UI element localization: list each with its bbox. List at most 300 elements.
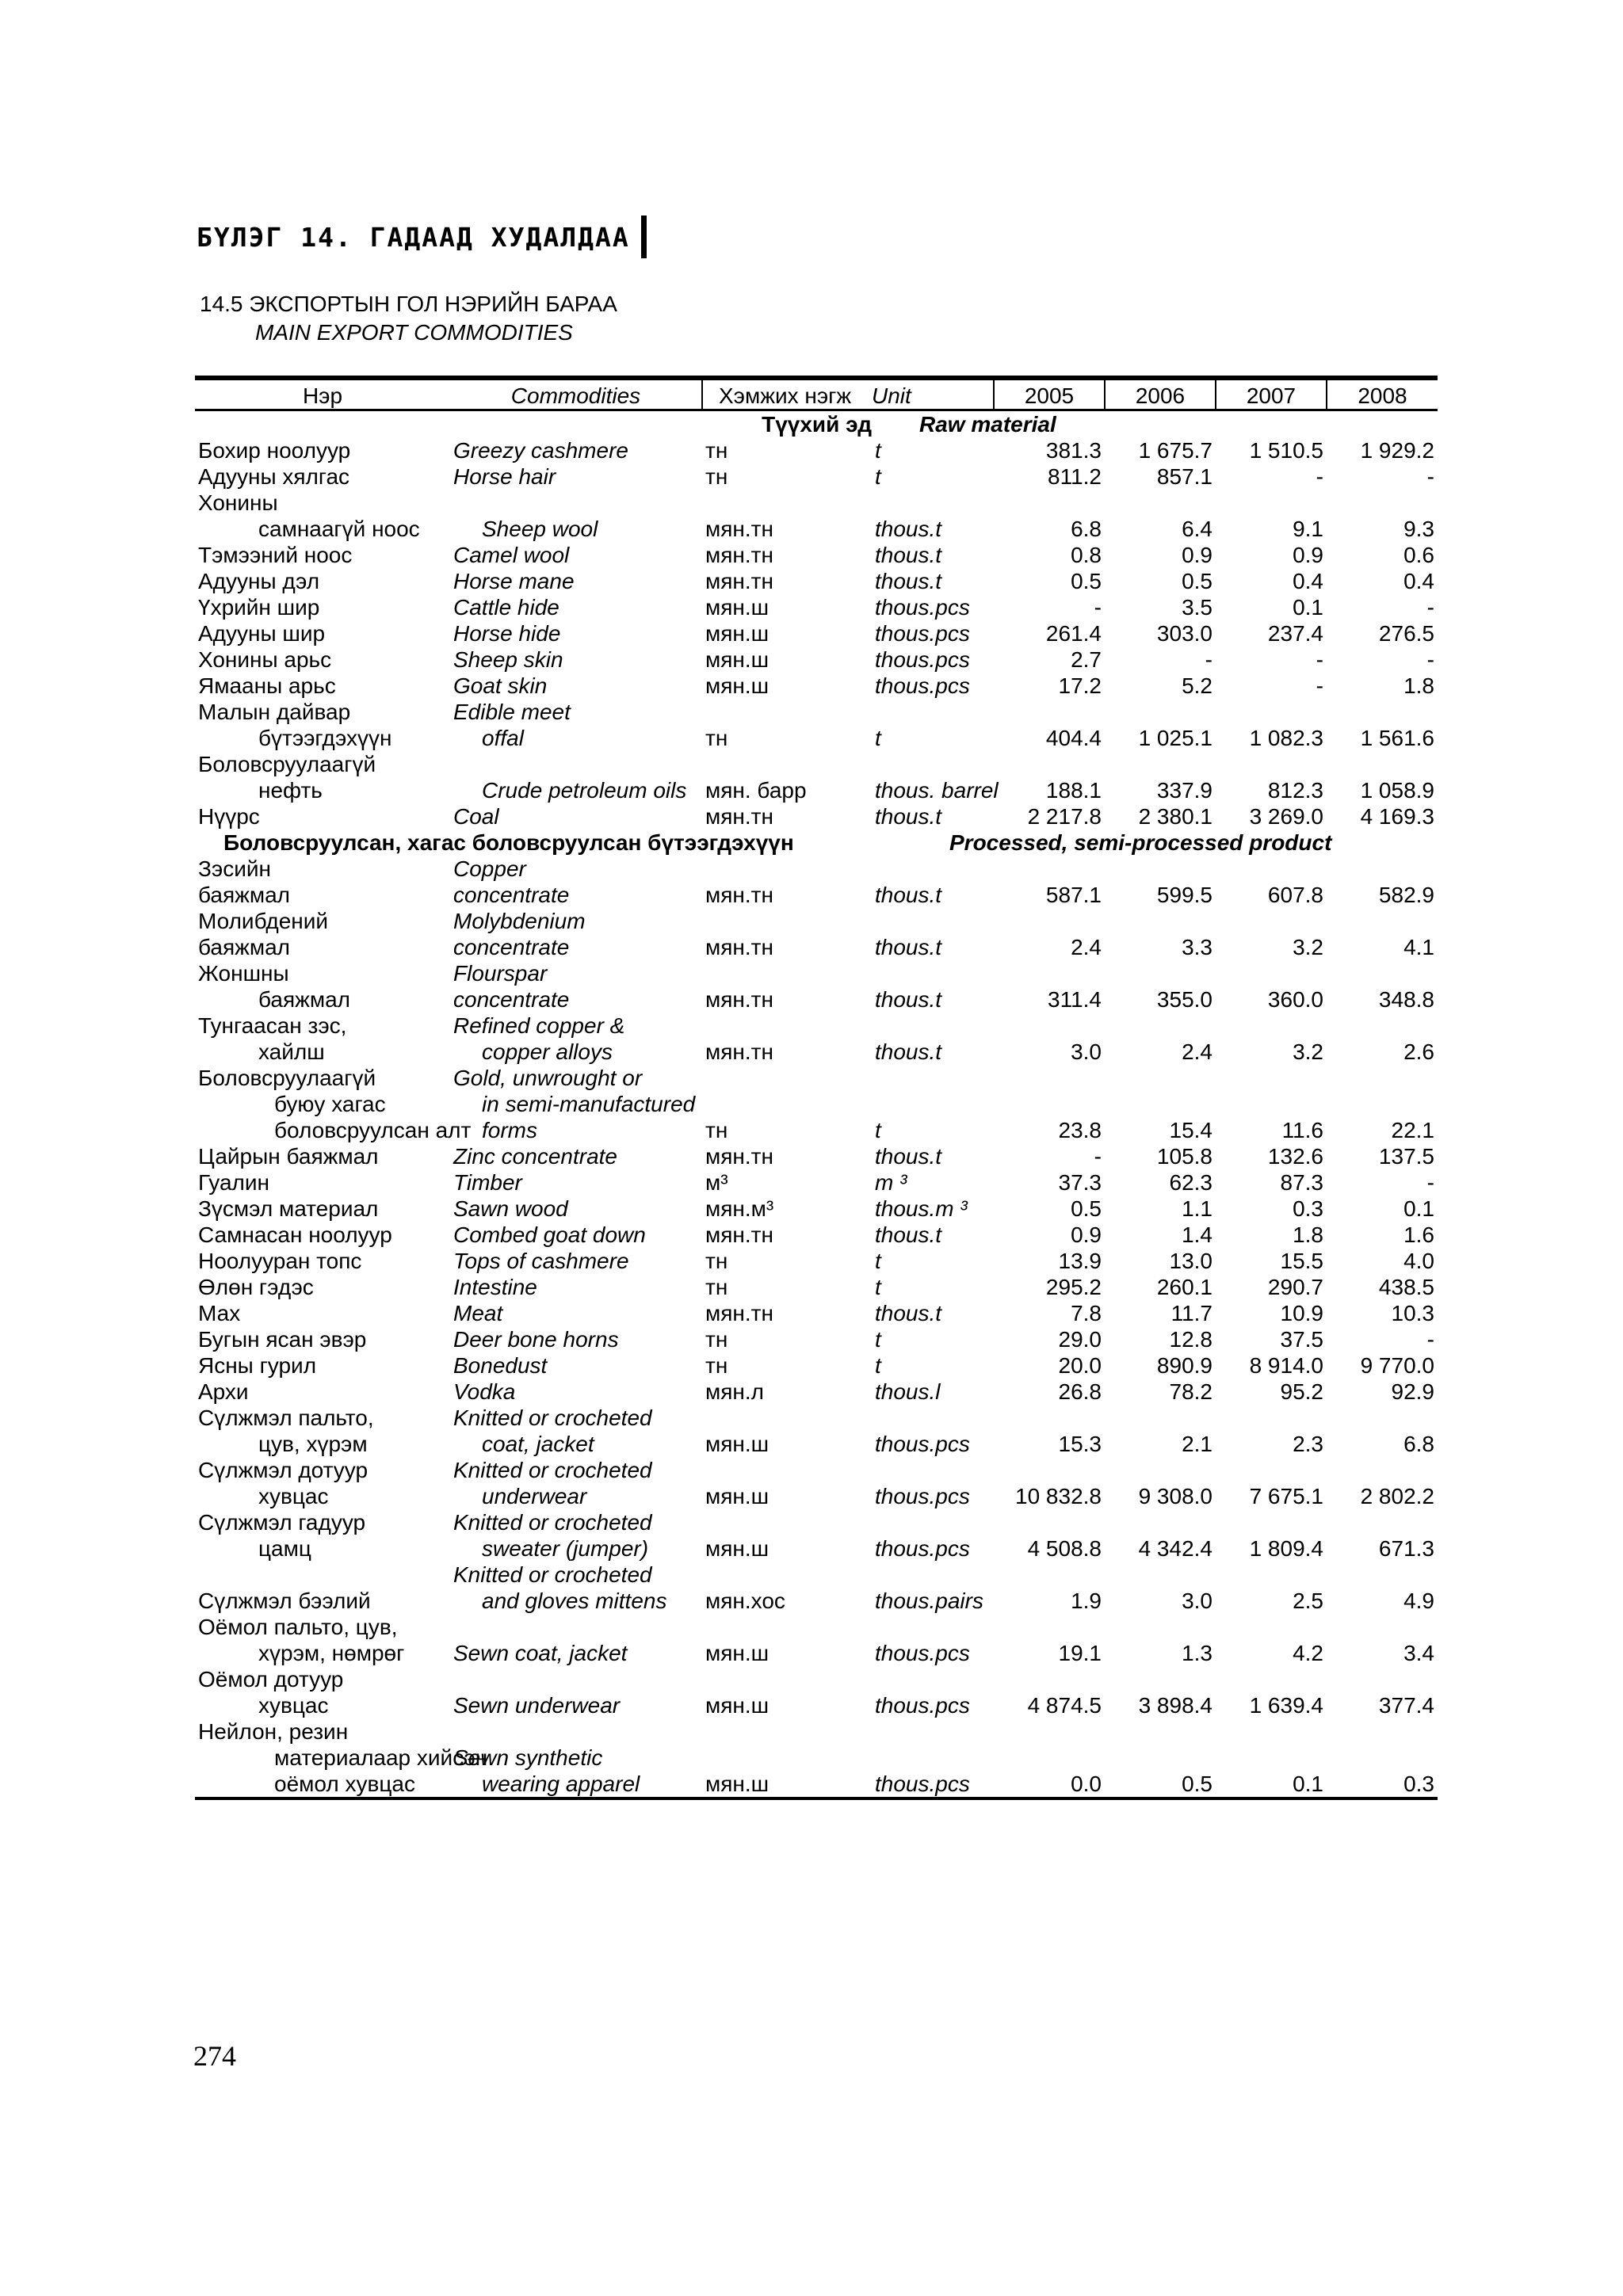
cell-value-2008: 582.9 [1378, 883, 1434, 907]
cell-value-2007 [1216, 1457, 1327, 1483]
table-row [195, 1640, 1438, 1666]
cell-value-2006 [1105, 960, 1216, 986]
cell-commodity-en: Gold, unwrought or [453, 1066, 643, 1090]
table-row [195, 646, 1438, 673]
cell-commodity-en: Sewn underwear [453, 1693, 621, 1718]
cell-value-2006 [1105, 856, 1216, 882]
cell-unit-mn: мян.тн [705, 1144, 773, 1169]
cell-unit-en [872, 1457, 994, 1483]
col-header-unit-mn: Хэмжих нэгж [702, 378, 872, 410]
cell-value-2008: 2.6 [1403, 1039, 1434, 1064]
table-row [195, 1091, 1438, 1117]
cell-value-2005: - [1094, 595, 1102, 620]
cell-value-2008 [1327, 1065, 1438, 1091]
table-row [195, 856, 1438, 882]
cell-unit-en [872, 1666, 994, 1692]
export-commodities-table-wrap [195, 376, 1438, 1800]
cell-unit-en [872, 1509, 994, 1535]
section-processed-product [195, 830, 1438, 856]
cell-unit-en: thous.pcs [875, 1536, 970, 1561]
cell-value-2008 [1327, 1666, 1438, 1692]
col-header-year: 2006 [1105, 378, 1216, 410]
cell-commodity-mn: Хонины [198, 490, 278, 515]
table-row [195, 934, 1438, 960]
cell-value-2007 [1216, 1405, 1327, 1431]
cell-value-2005: 23.8 [1058, 1118, 1102, 1142]
table-row [195, 568, 1438, 594]
cell-commodity-mn: Ноолууран топс [198, 1249, 362, 1273]
cell-value-2005: 587.1 [1045, 883, 1102, 907]
cell-unit-en: thous.t [875, 804, 942, 829]
cell-value-2007 [1216, 751, 1327, 777]
cell-unit-mn: мян.тн [705, 543, 773, 567]
cell-value-2006: 1.4 [1182, 1222, 1212, 1247]
table-body [195, 410, 1438, 1799]
cell-unit-mn [702, 490, 872, 516]
cell-value-2005: 0.0 [994, 1771, 1105, 1798]
cell-value-2008: - [1426, 1170, 1434, 1195]
cell-commodity-en: Knitted or crocheted [453, 1562, 652, 1587]
table-row [195, 437, 1438, 463]
cell-value-2005: 0.9 [1071, 1222, 1102, 1247]
cell-value-2006: 0.5 [1182, 569, 1212, 593]
cell-commodity-en: Flourspar [453, 961, 548, 986]
cell-value-2005 [994, 751, 1105, 777]
cell-unit-mn [702, 699, 872, 725]
cell-unit-en: thous.pcs [875, 1432, 970, 1456]
cell-unit-mn: тн [705, 1249, 728, 1273]
cell-commodity-en: Cattle hide [453, 595, 559, 620]
cell-value-2008 [1327, 1614, 1438, 1640]
cell-value-2007: 1 082.3 [1249, 726, 1323, 750]
table-row [195, 1248, 1438, 1274]
cell-commodity-en [450, 490, 702, 516]
cell-value-2006: 9 308.0 [1138, 1484, 1212, 1508]
cell-value-2006: 0.5 [1105, 1771, 1216, 1798]
cell-value-2006: 2.1 [1182, 1432, 1212, 1456]
cell-unit-en: thous. barrel [875, 778, 999, 803]
cell-unit-mn: мян.тн [705, 804, 773, 829]
cell-commodity-mn: Архи [198, 1379, 249, 1404]
cell-value-2007: 607.8 [1267, 883, 1323, 907]
cell-unit-en: thous.l [875, 1379, 941, 1404]
cell-value-2006: - [1205, 647, 1212, 672]
cell-value-2007 [1216, 908, 1327, 934]
cell-commodity-en: Combed goat down [453, 1222, 646, 1247]
table-row [195, 1588, 1438, 1614]
cell-unit-mn: мян.тн [705, 1222, 773, 1247]
cell-unit-mn [702, 960, 872, 986]
cell-unit-mn: мян.ш [705, 595, 769, 620]
cell-unit-mn: мян.хос [705, 1589, 785, 1613]
cell-unit-en: t [875, 464, 881, 489]
cell-value-2005 [994, 1562, 1105, 1588]
cell-value-2005: 19.1 [1058, 1641, 1102, 1665]
cell-value-2008: 92.9 [1391, 1379, 1434, 1404]
cell-value-2007: 2.5 [1293, 1589, 1323, 1613]
cell-unit-en [872, 1091, 994, 1117]
table-row [195, 1692, 1438, 1718]
col-header-year: 2008 [1327, 378, 1438, 410]
cell-value-2006 [1105, 1457, 1216, 1483]
table-row [195, 1509, 1438, 1535]
cell-unit-en: thous.t [875, 1039, 942, 1064]
cell-commodity-mn: Тэмээний ноос [198, 543, 353, 567]
cell-unit-en: t [875, 726, 881, 750]
cell-unit-en: thous.t [875, 569, 942, 593]
table-row [195, 542, 1438, 568]
cell-commodity-mn: баяжмал [198, 883, 291, 907]
cell-value-2005: - [1094, 1144, 1102, 1169]
cell-commodity-en: offal [482, 726, 524, 750]
cell-commodity-mn: боловсруулсан алт [274, 1118, 472, 1142]
cell-unit-mn: мян.ш [705, 647, 769, 672]
cell-unit-en [872, 490, 994, 516]
cell-value-2008: - [1426, 464, 1434, 489]
cell-commodity-en: underwear [482, 1484, 587, 1508]
cell-value-2005: 29.0 [1058, 1327, 1102, 1352]
cell-value-2005: 0.8 [1071, 543, 1102, 567]
cell-unit-en [872, 1614, 994, 1640]
cell-commodity-mn: Адууны дэл [198, 569, 320, 593]
table-row [195, 1562, 1438, 1588]
cell-unit-en [872, 1718, 994, 1745]
cell-commodity-en: Horse mane [453, 569, 575, 593]
cell-value-2008: - [1426, 647, 1434, 672]
cell-commodity-mn: оёмол хувцас [195, 1771, 450, 1798]
section-title-mn: Түүхий эд [762, 412, 872, 437]
cell-value-2008 [1327, 1457, 1438, 1483]
table-row [195, 1535, 1438, 1562]
cell-value-2005 [994, 1718, 1105, 1745]
cell-commodity-mn: Бугын ясан эвэр [198, 1327, 367, 1352]
cell-value-2006: 260.1 [1156, 1275, 1212, 1299]
cell-value-2007: 0.1 [1216, 1771, 1327, 1798]
cell-commodity-en: forms [482, 1118, 537, 1142]
cell-value-2005 [994, 1405, 1105, 1431]
cell-value-2007: 1 510.5 [1249, 438, 1323, 463]
cell-value-2006 [1105, 908, 1216, 934]
cell-value-2008: 4 169.3 [1360, 804, 1434, 829]
table-row [195, 1065, 1438, 1091]
cell-value-2008 [1327, 1013, 1438, 1039]
cell-value-2007 [1216, 856, 1327, 882]
cell-value-2006: 13.0 [1169, 1249, 1212, 1273]
cell-value-2005: 311.4 [1048, 987, 1102, 1012]
cell-value-2008 [1327, 908, 1438, 934]
cell-value-2006 [1105, 1065, 1216, 1091]
cell-unit-mn: мян. барр [705, 778, 807, 803]
cell-unit-mn [702, 1091, 872, 1117]
page-number: 274 [193, 2040, 236, 2072]
table-row [195, 594, 1438, 620]
cell-value-2006 [1105, 699, 1216, 725]
cell-value-2005: 1.9 [1071, 1589, 1102, 1613]
cell-value-2007: 360.0 [1267, 987, 1323, 1012]
cell-value-2005: 4 508.8 [1027, 1536, 1102, 1561]
cell-value-2007: 1 639.4 [1249, 1693, 1323, 1718]
cell-commodity-mn: бүтээгдэхүүн [258, 726, 392, 750]
cell-commodity-en: copper alloys [482, 1039, 613, 1064]
cell-value-2005: 811.2 [1048, 464, 1102, 489]
cell-commodity-en: Sewn synthetic [453, 1745, 603, 1770]
cell-unit-mn [702, 1614, 872, 1640]
cell-unit-mn [702, 856, 872, 882]
table-header-row [195, 378, 1438, 410]
cell-value-2006: 3 898.4 [1138, 1693, 1212, 1718]
cell-value-2005 [994, 908, 1105, 934]
cell-unit-en [872, 1013, 994, 1039]
cell-unit-mn [702, 1013, 872, 1039]
cell-value-2006: 12.8 [1169, 1327, 1212, 1352]
cell-value-2006: 303.0 [1156, 621, 1212, 646]
cell-commodity-mn: хүрэм, нөмрөг [258, 1641, 405, 1665]
cell-value-2008: 3.4 [1403, 1641, 1434, 1665]
cell-value-2008: 377.4 [1378, 1693, 1434, 1718]
cell-unit-mn: мян.ш [705, 1484, 769, 1508]
cell-unit-mn: мян.тн [705, 883, 773, 907]
cell-value-2005: 17.2 [1058, 673, 1102, 698]
col-header-name-en: Commodities [450, 378, 702, 410]
cell-value-2008: 4.1 [1403, 935, 1434, 959]
cell-value-2006: 5.2 [1182, 673, 1212, 698]
cell-value-2007 [1216, 1745, 1327, 1771]
cell-unit-en: thous.t [875, 935, 942, 959]
cell-value-2005: 0.5 [1071, 1196, 1102, 1221]
table-row [195, 882, 1438, 908]
cell-unit-mn: мян.ш [705, 621, 769, 646]
cell-commodity-en: and gloves mittens [482, 1589, 667, 1613]
cell-value-2008: 276.5 [1378, 621, 1434, 646]
cell-value-2006 [1105, 751, 1216, 777]
cell-commodity-mn: Зэсийн [198, 856, 271, 881]
cell-commodity-mn: Мах [198, 1301, 241, 1325]
cell-value-2008: 0.1 [1403, 1196, 1434, 1221]
cell-unit-en: thous.pcs [875, 1641, 970, 1665]
cell-unit-en: thous.t [875, 883, 942, 907]
table-title-english: MAIN EXPORT COMMODITIES [255, 320, 573, 345]
export-commodities-table [195, 376, 1438, 1800]
cell-value-2005: 381.3 [1045, 438, 1102, 463]
table-row [195, 1352, 1438, 1379]
cell-unit-en: t [875, 1275, 881, 1299]
cell-commodity-mn: Самнасан ноолуур [198, 1222, 392, 1247]
table-row [195, 1614, 1438, 1640]
cell-commodity-en: Intestine [453, 1275, 537, 1299]
cell-value-2006: 3.3 [1182, 935, 1212, 959]
cell-value-2006: 337.9 [1156, 778, 1212, 803]
cell-value-2006: 3.0 [1182, 1589, 1212, 1613]
cell-commodity-en: Bonedust [453, 1353, 548, 1378]
cell-commodity-mn: Тунгаасан зэс, [198, 1013, 347, 1038]
cell-unit-mn: тн [705, 726, 728, 750]
cell-unit-en: t [875, 1327, 881, 1352]
col-header-year: 2005 [994, 378, 1105, 410]
cell-value-2008: 348.8 [1378, 987, 1434, 1012]
cell-unit-en: thous.pcs [875, 1693, 970, 1718]
cell-commodity-en: Crude petroleum oils [482, 778, 687, 803]
cell-unit-en: thous.pcs [875, 595, 970, 620]
cell-commodity-en: Horse hide [453, 621, 561, 646]
cell-value-2006: 355.0 [1156, 987, 1212, 1012]
cell-unit-en: thous.t [875, 987, 942, 1012]
cell-value-2005: 2.7 [1071, 647, 1102, 672]
cell-value-2006 [1105, 1013, 1216, 1039]
cell-unit-mn [702, 1457, 872, 1483]
table-row [195, 1718, 1438, 1745]
cell-unit-mn: мян.л [705, 1379, 764, 1404]
cell-value-2005: 404.4 [1045, 726, 1102, 750]
cell-value-2005 [994, 699, 1105, 725]
cell-value-2006: 15.4 [1169, 1118, 1212, 1142]
cell-unit-mn: мян.м³ [705, 1196, 774, 1221]
cell-commodity-en: Tops of cashmere [453, 1249, 629, 1273]
cell-commodity-en: Deer bone horns [453, 1327, 619, 1352]
cell-value-2006 [1105, 1405, 1216, 1431]
cell-commodity-mn: Ямааны арьс [198, 673, 336, 698]
cell-value-2008: 1 058.9 [1360, 778, 1434, 803]
cell-commodity-mn: хайлш [258, 1039, 325, 1064]
cell-value-2007: 15.5 [1280, 1249, 1323, 1273]
cell-commodity-mn: Оёмол пальто, цув, [198, 1615, 398, 1639]
cell-commodity-mn: баяжмал [198, 935, 291, 959]
table-row [195, 1431, 1438, 1457]
cell-value-2007 [1216, 699, 1327, 725]
table-row [195, 1326, 1438, 1352]
section-title-en: Processed, semi-processed product [949, 830, 1332, 855]
table-row [195, 463, 1438, 490]
cell-commodity-en: Refined copper & [453, 1013, 625, 1038]
cell-commodity-en: Molybdenium [453, 909, 586, 933]
cell-value-2008: 1 561.6 [1360, 726, 1434, 750]
cell-unit-en: thous.pcs [875, 647, 970, 672]
cell-value-2007: 2.3 [1293, 1432, 1323, 1456]
cell-unit-mn: мян.ш [705, 1536, 769, 1561]
cell-unit-mn [702, 1666, 872, 1692]
section-spacer [195, 410, 450, 438]
cell-unit-mn [702, 908, 872, 934]
table-row [195, 1300, 1438, 1326]
cell-value-2006: 105.8 [1156, 1144, 1212, 1169]
cell-commodity-mn: Жоншны [198, 961, 289, 986]
cell-unit-en: thous.t [875, 543, 942, 567]
cell-commodity-mn: баяжмал [258, 987, 351, 1012]
cell-commodity-mn: Боловсруулаагүй [198, 752, 376, 776]
cell-value-2007: 9.1 [1293, 517, 1323, 541]
cell-value-2008: 0.3 [1327, 1771, 1438, 1798]
cell-unit-mn: мян.ш [705, 1432, 769, 1456]
cell-value-2006: 599.5 [1156, 883, 1212, 907]
cell-value-2007: 0.1 [1293, 595, 1323, 620]
cell-value-2008: 137.5 [1378, 1144, 1434, 1169]
cell-commodity-en: Sawn wood [453, 1196, 568, 1221]
cell-unit-mn [702, 1065, 872, 1091]
cell-unit-mn: мян.тн [705, 935, 773, 959]
cell-commodity-en: in semi-manufactured [482, 1092, 696, 1116]
cell-value-2007: 10.9 [1280, 1301, 1323, 1325]
cell-unit-en: thous.t [875, 1222, 942, 1247]
cell-commodity-en: sweater (jumper) [482, 1536, 649, 1561]
cell-value-2005 [994, 1745, 1105, 1771]
cell-commodity-mn: хувцас [258, 1693, 329, 1718]
cell-unit-en: thous.m ³ [875, 1196, 968, 1221]
cell-unit-mn [702, 1562, 872, 1588]
cell-commodity-mn: Оёмол дотуур [198, 1667, 344, 1691]
cell-value-2006: 6.4 [1182, 517, 1212, 541]
cell-unit-mn [702, 1718, 872, 1745]
cell-value-2007: 1.8 [1293, 1222, 1323, 1247]
cell-value-2005: 0.5 [1071, 569, 1102, 593]
cell-unit-mn: мян.ш [702, 1771, 872, 1798]
table-row [195, 1117, 1438, 1143]
cell-value-2008: 6.8 [1403, 1432, 1434, 1456]
cell-commodity-en [450, 751, 702, 777]
table-row [195, 725, 1438, 751]
section-title-mn: Боловсруулсан, хагас боловсруулсан бүтээгдэхүүн [223, 830, 794, 855]
cell-value-2008 [1327, 1091, 1438, 1117]
table-row [195, 1039, 1438, 1065]
cell-value-2007: 1 809.4 [1249, 1536, 1323, 1561]
cell-unit-mn: мян.тн [705, 987, 773, 1012]
cell-value-2007: 11.6 [1281, 1118, 1323, 1142]
table-row [195, 960, 1438, 986]
cell-commodity-en: Vodka [453, 1379, 516, 1404]
cell-value-2008: 0.6 [1403, 543, 1434, 567]
col-header-name-mn: Нэр [195, 378, 450, 410]
table-row [195, 1013, 1438, 1039]
cell-value-2008: 4.9 [1403, 1589, 1434, 1613]
cell-unit-mn: тн [705, 464, 728, 489]
table-row [195, 1483, 1438, 1509]
cell-value-2008: 10.3 [1391, 1301, 1434, 1325]
cell-value-2007 [1216, 1013, 1327, 1039]
cell-commodity-mn: Сүлжмэл дотуур [198, 1458, 369, 1482]
col-header-unit-en: Unit [872, 378, 994, 410]
cell-value-2005 [994, 1013, 1105, 1039]
cell-commodity-en: concentrate [453, 883, 570, 907]
cell-unit-mn: мян.ш [705, 673, 769, 698]
cell-commodity-en: concentrate [453, 935, 570, 959]
cell-value-2007 [1216, 1091, 1327, 1117]
table-title-mongolian: 14.5 ЭКСПОРТЫН ГОЛ НЭРИЙН БАРАА [200, 292, 617, 316]
chapter-heading [197, 215, 647, 258]
cell-unit-en: thous.t [875, 517, 942, 541]
cell-value-2007 [1216, 1065, 1327, 1091]
cell-value-2008 [1327, 1745, 1438, 1771]
cell-value-2008: 9.3 [1403, 517, 1434, 541]
cell-commodity-mn: Сүлжмэл гадуур [198, 1510, 366, 1535]
cell-commodity-mn: Өлөн гэдэс [198, 1275, 314, 1299]
cell-value-2008: 9 770.0 [1360, 1353, 1434, 1378]
cell-commodity-mn [195, 1562, 450, 1588]
table-row [195, 803, 1438, 830]
cell-value-2006: 2 380.1 [1138, 804, 1212, 829]
cell-value-2006 [1105, 490, 1216, 516]
cell-commodity-mn: хувцас [258, 1484, 329, 1508]
cell-value-2005: 10 832.8 [1015, 1484, 1102, 1508]
cell-value-2007: 812.3 [1267, 778, 1323, 803]
cell-commodity-en: Sewn coat, jacket [453, 1641, 628, 1665]
cell-commodity-mn: Молибдений [198, 909, 329, 933]
cell-value-2006 [1105, 1509, 1216, 1535]
table-row [195, 986, 1438, 1013]
section-title-en: Raw material [919, 412, 1056, 437]
cell-unit-mn: мян.ш [705, 1693, 769, 1718]
cell-commodity-en: Camel wool [453, 543, 570, 567]
table-row [195, 1457, 1438, 1483]
cell-value-2006 [1105, 1614, 1216, 1640]
cell-commodity-mn: Бохир ноолуур [198, 438, 351, 463]
